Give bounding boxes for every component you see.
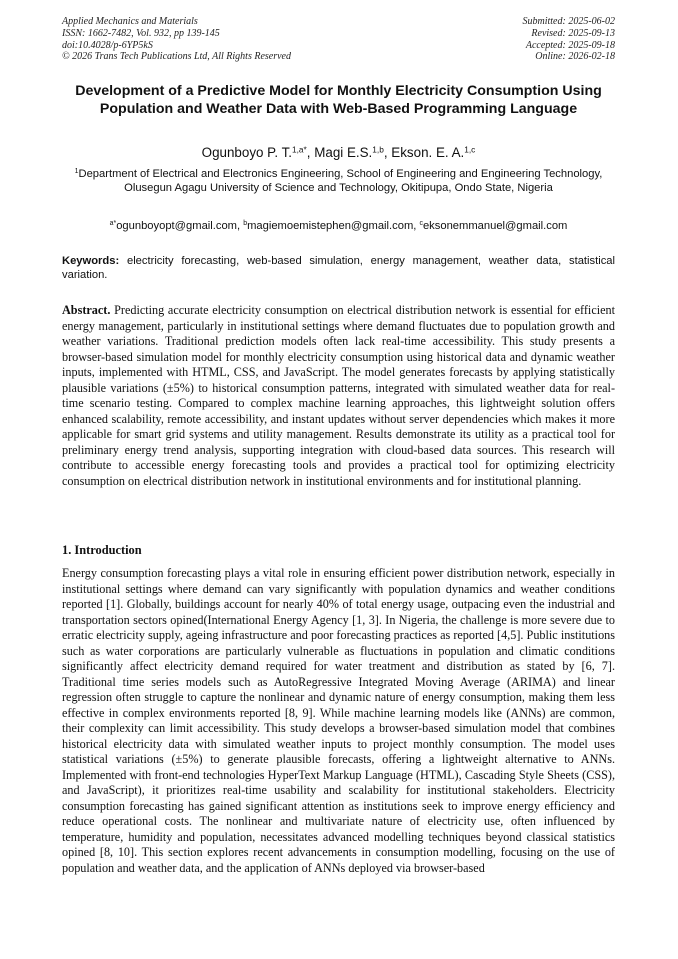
abstract-text: Predicting accurate electricity consumption on electrical distribution network is essential for efficient energy management, particularly in institutional settings where demand fluctuates due to population growth and weather variations. Traditional prediction models often lack real-time accessibility. This study presents a browser-based simulation model for monthly electricity consumption using historical data and dynamic weather inputs, implemented with HTML, CSS, and JavaScript. The model generates forecasts by applying statistically plausible variations (±5%) to historical consumption patterns, integrated with simulated weather data for real-time scenario testing. Compared to complex machine learning approaches, this lightweight solution offers enhanced scalability, remote accessibility, and instant updates without server dependencies which makes it more applicable for smart grid systems and utility management. Results demonstrate its utility as a practical tool for preliminary energy trend analysis, supporting integration with cloud-based data sources. This research will contribute to accessible energy forecasting tools and provides a practical tool for optimizing electricity consumption on electrical distribution network in institutional environments and for institutional planning. [62,303,615,488]
email-separator: , [237,220,244,232]
keywords-label: Keywords: [62,255,120,267]
abstract [62,303,615,489]
author-separator: , [383,145,392,160]
email-list [62,219,615,233]
author-name: Ogunboyo P. T. [201,145,293,160]
keywords-text: electricity forecasting, web-based simulation, energy management, weather data, statistical variation. [62,255,615,282]
author-affiliation-mark: 1,b [372,144,384,155]
affiliation-mark: 1 [74,168,79,176]
introduction-heading: 1. Introduction [62,543,142,557]
email-address[interactable]: eksonemmanuel@gmail.com [422,220,568,232]
online-date: Online: 2026-02-18 [535,51,615,63]
author-affiliation-mark: 1,c [464,144,476,155]
email-address[interactable]: magiemoemistephen@gmail.com [247,220,414,232]
author-affiliation-mark: 1,a* [292,144,307,155]
author-name: Ekson. E. A. [391,145,465,160]
doi[interactable]: doi:10.4028/p-6YP5kS [62,39,153,51]
abstract-label: Abstract. [62,303,111,317]
submitted-date: Submitted: 2025-06-02 [522,16,615,27]
copyright: © 2026 Trans Tech Publications Ltd, All Rights Reserved [62,51,291,63]
publication-dates [523,16,616,63]
author-separator: , [306,145,315,160]
author-name: Magi E.S. [314,145,373,160]
journal-name: Applied Mechanics and Materials [62,16,198,27]
accepted-date: Accepted: 2025-09-18 [525,39,615,51]
email-mark: b [243,220,248,228]
email-address[interactable]: ogunboyopt@gmail.com [116,220,237,232]
email-separator: , [413,220,420,232]
introduction-text: Energy consumption forecasting plays a vital role in ensuring efficient power distribution network, especially in institutional settings where demand can vary significantly with population dynamics and weather conditions reported [1]. Globally, buildings account for nearly 40% of total energy usage, outpacing even the industrial and transportation sectors opined(International Energy Agency [1, 3]. In Nigeria, the challenge is more severe due to erratic electricity supply, ageing infrastructure and poor forecasting practices as reported [4,5]. Public institutions such as water corporations are particularly vulnerable as fluctuations in population and climatic conditions significantly affect electricity demand required for water treatment and distribution as stated by [6, 7]. Traditional time series models such as AutoRegressive Integrated Moving Average (ARIMA) and linear regression often struggle to capture the nonlinear and dynamic nature of energy consumption, making them less effective in complex environments reported [8, 9]. While machine learning models like (ANNs) are common, their complexity can limit accessibility. This study develops a browser-based simulation model that combines historical electricity data with simulated weather inputs to project monthly consumption. The model uses statistical variations (±5%) to generate plausible forecasts, offering a lightweight alternative to ANNs. Implemented with front-end technologies HyperText Markup Language (HTML), Cascading Style Sheets (CSS), and JavaScript), it prioritizes real-time usability and scalability for institutional stakeholders. Electricity consumption forecasting has gained significant attention as institutions seek to improve energy efficiency and reduce operational costs. The nonlinear and multivariate nature of electricity use, often influenced by temperature, humidity and population, necessitates advanced modelling techniques beyond classical statistics opined [8, 10]. This section explores recent advancements in consumption modelling, focusing on the use of population and weather data, and the application of ANNs deployed via browser-based [62,566,615,875]
affiliation-text: Department of Electrical and Electronics Engineering, School of Engineering and Engineering Technology, Olusegun Agagu University of Science and Technology, Okitipupa, Ondo State, Nigeria [78,168,603,195]
keywords [62,254,615,282]
email-mark: c [419,220,423,228]
journal-info [62,16,291,63]
email-mark: a* [109,220,117,228]
revised-date: Revised: 2025-09-13 [531,27,615,39]
affiliation [62,167,615,196]
author-list [62,144,615,162]
paper-title: Development of a Predictive Model for Monthly Electricity Consumption Using Population and Weather Data with Web-Based Programming Language [75,83,602,118]
issn-volume-pages: ISSN: 1662-7482, Vol. 932, pp 139-145 [62,27,220,39]
